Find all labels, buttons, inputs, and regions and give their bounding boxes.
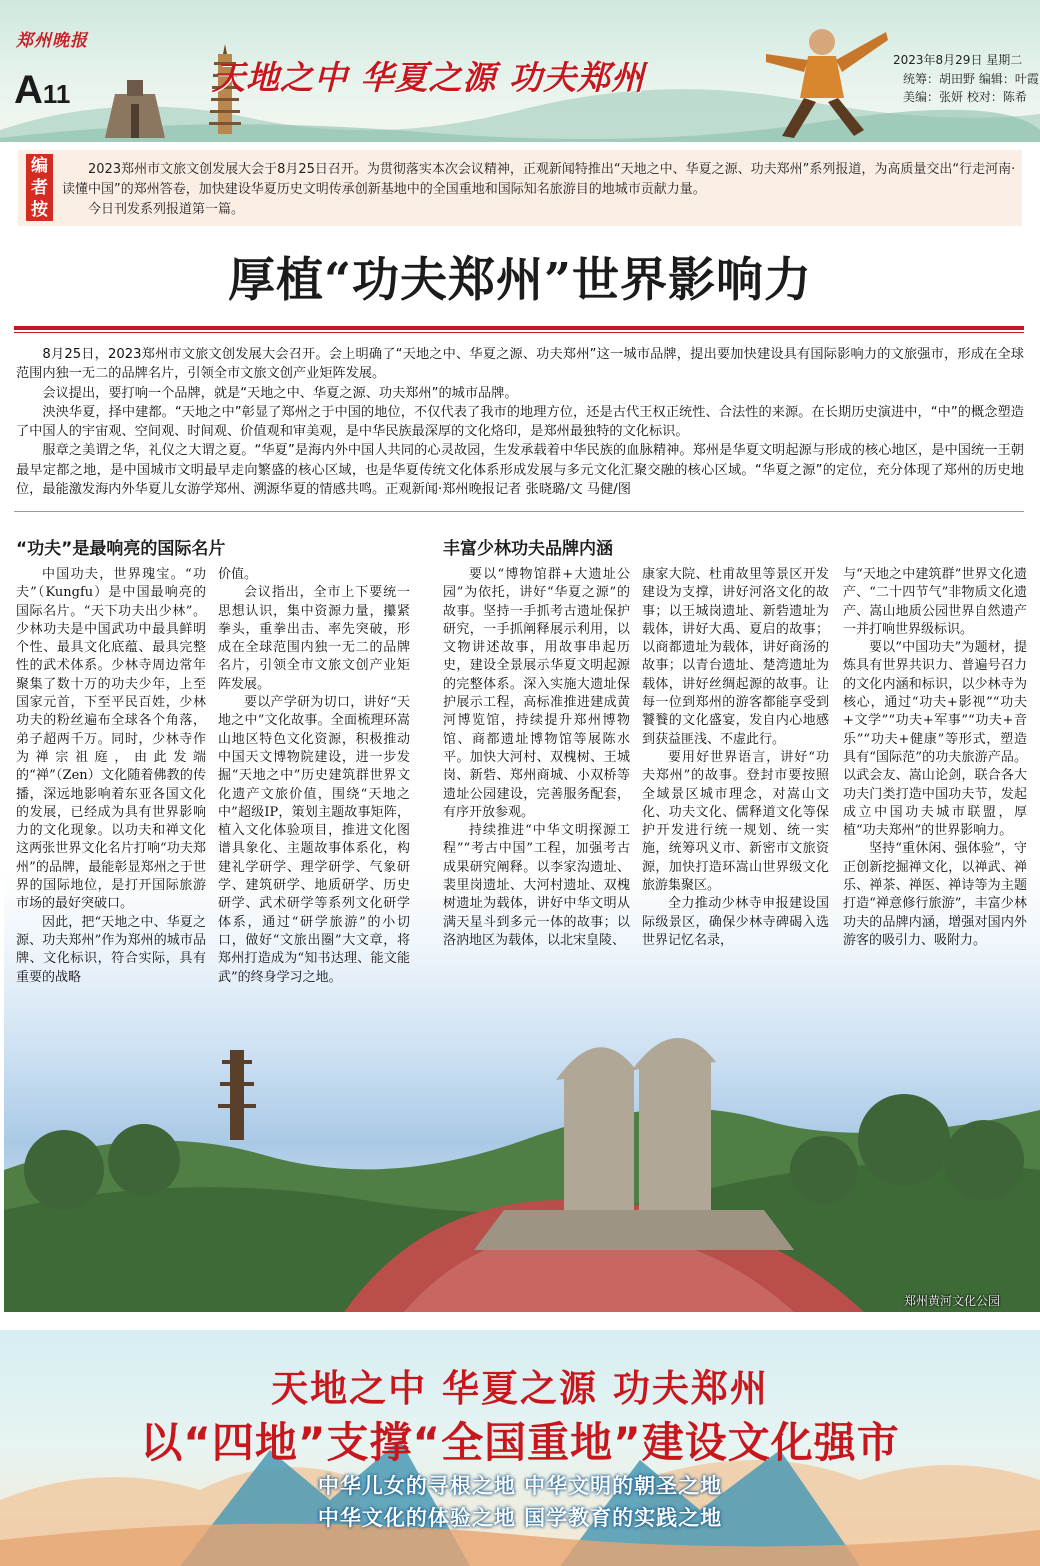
- editor-note-text: [62, 160, 1017, 220]
- lead-paragraph: 服章之美谓之华，礼仪之大谓之夏。“华夏”是海内外中国人共同的心灵故园，生发承载着中华民族的血脉精神。郑州是华夏文明起源与形成的核心地区，是中国统一王朝最早定都之地，是中国城市文明最早走向繁盛的核心区域，也是华夏传统文化体系形成发展与多元文化汇聚交融的核心区域。“华夏之源”的定位，充分体现了郑州的历史地位，最能激发海内外华夏儿女游学郑州、溯源华夏的情感共鸣。正观新闻·郑州晚报记者 张晓璐/文 马健/图: [16, 443, 1024, 498]
- headline-rule-thin: [14, 332, 1024, 333]
- body-paragraph: 与“天地之中建筑群”世界文化遗产、“二十四节气”非物质文化遗产、嵩山地质公园世界自然遗产一并打响世界级标识。: [843, 567, 1027, 637]
- body-paragraph: 会议指出，全市上下要统一思想认识，集中资源力量，攥紧拳头，重拳出击、率先突破，形成在全球范围内独一无二的品牌名片，引领全市文旅文创产业矩阵发展。: [218, 585, 410, 692]
- body-paragraph: 全力推动少林寺申报建设国际级景区，确保少林寺碑碣入选世界记忆名录，: [642, 896, 829, 948]
- body-paragraph: 中国功夫，世界瑰宝。“功夫”（Kungfu）是中国最响亮的国际名片。“天下功夫出少林”。少林功夫是中国武功中最具鲜明个性、最具文化底蕴、最具完整性的武术体系。少林寺周边常年聚集了数十万的功夫少年，上至国家元首，下至平民百姓，少林功夫的粉丝遍布全球各个角落，弟子超两千万。同时，少林寺作为禅宗祖庭，由此发端的“禅”（Zen）文化随着佛教的传播，深远地影响着东亚各国文化的发展，已经成为具有世界影响力的文化现象。以功夫和禅文化这两张世界文化名片打响“功夫郑州”的品牌，最能彰显郑州之于世界的国际地位，是打开国际旅游市场的最好突破口。: [16, 567, 206, 912]
- body-paragraph: 因此，把“天地之中、华夏之源、功夫郑州”作为郑州的城市品牌、文化标识，符合实际，具有重要的战略: [16, 914, 206, 985]
- article-column-4: [642, 566, 829, 950]
- body-paragraph: 持续推进“中华文明探源工程”“考古中国”工程，加强考古成果研究阐释。以李家沟遗址、裴里岗遗址、大河村遗址、双槐树遗址为载体，讲好中华文明从满天星斗到多元一体的故事；以洛汭地区为载体，以北宋皇陵、: [443, 823, 630, 948]
- header-slogan: 天地之中 华夏之源 功夫郑州: [212, 58, 645, 97]
- article-column-3: [443, 566, 630, 950]
- article-column-1: [16, 566, 206, 987]
- bottom-headline: 以“四地”支撑“全国重地”建设文化强市: [140, 1418, 900, 1467]
- body-paragraph: 康家大院、杜甫故里等景区开发建设为支撑，讲好河洛文化的故事；以王城岗遗址、新砦遗址为载体，讲好大禹、夏启的故事；以商都遗址为载体，讲好商汤的故事；以青台遗址、楚湾遗址为载体，讲好丝绸起源的故事。让每一位到郑州的游客都能享受到饕餮的文化盛宴，发自内心地感到获益匪浅、不虚此行。: [642, 567, 829, 747]
- body-paragraph: 要用好世界语言，讲好“功夫郑州”的故事。登封市要按照全域景区城市理念，对嵩山文化、功夫文化、儒释道文化等保护开发进行统一规划、统一实施，统筹巩义市、新密市文旅资源，加快打造环嵩山世界级文化旅游集聚区。: [642, 749, 829, 894]
- page-number: A11: [14, 68, 71, 112]
- editor-credit: 统筹：胡田野 编辑：叶霞: [903, 72, 1039, 86]
- editor-note-paragraph: 2023郑州市文旅文创发展大会于8月25日召开。为贯彻落实本次会议精神，正观新闻特推出“天地之中、华夏之源、功夫郑州”系列报道，为高质量交出“行走河南·读懂中国”的郑州答卷，加快建设华夏历史文明传承创新基地中的全国重地和国际知名旅游目的地城市贡献力量。: [62, 162, 1016, 197]
- article-column-2: [218, 566, 410, 987]
- bottom-subline-2: 中华文化的体验之地 国学教育的实践之地: [317, 1505, 723, 1530]
- section-title-shaolin-brand: 丰富少林功夫品牌内涵: [443, 539, 613, 559]
- photo-caption: 郑州黄河文化公园: [904, 1294, 1001, 1308]
- editor-note-tag-text: 编者按: [31, 156, 48, 220]
- designer-credit: 美编：张妍 校对：陈希: [903, 90, 1027, 104]
- lead-paragraph: 泱泱华夏，择中建都。“天地之中”彰显了郑州之于中国的地位，不仅代表了我市的地理方位，还是古代王权正统性、合法性的来源。在长期历史演进中，“中”的概念塑造了中国人的宇宙观、空间观、时间观、价值观和审美观，是中华民族最深厚的文化烙印，是郑州最独特的文化标识。: [16, 404, 1024, 440]
- body-paragraph: 要以“博物馆群+大遗址公园”为依托，讲好“华夏之源”的故事。坚持一手抓考古遗址保护研究，一手抓阐释展示利用，以文物讲述故事，用故事串起历史，建设全景展示华夏文明起源的完整体系。深入实施大遗址保护展示工程，高标准推进建成黄河博览馆，持续提升郑州博物馆、商都遗址博物馆等展陈水平。加快大河村、双槐树、王城岗、新砦、郑州商城、小双桥等遗址公园建设，完善服务配套，有序开放参观。: [443, 567, 630, 820]
- body-paragraph: 要以产学研为切口，讲好“天地之中”文化故事。全面梳理环嵩山地区特色文化资源，积极推动中国天文博物院建设，进一步发掘“天地之中”历史建筑群世界文化遗产文旅价值，围绕“天地之中”超级IP，策划主题故事矩阵，植入文化体验项目，推进文化图谱具象化、主题故事体系化，构建礼学研学、理学研学、气象研学、建筑研学、地质研学、历史研学、武术研学等系列文化研学体系，通过“研学旅游”的小切口，做好“文旅出圈”大文章，将郑州打造成为“知书达理、能文能武”的终身学习之地。: [218, 695, 410, 985]
- section-title-kungfu-card: “功夫”是最响亮的国际名片: [16, 539, 226, 559]
- headline-rule: [14, 326, 1024, 330]
- newspaper-name: 郑州晚报: [16, 31, 88, 51]
- body-paragraph: 坚持“重休闲、强体验”，守正创新挖掘禅文化，以禅武、禅乐、禅茶、禅医、禅诗等为主题打造“禅意修行旅游”，丰富少林功夫的品牌内涵，增强对国内外游客的吸引力、吸附力。: [843, 841, 1027, 948]
- article-headline: 厚植“功夫郑州”世界影响力: [227, 253, 813, 308]
- kungfu-figure-icon: [752, 2, 892, 140]
- lead-paragraph: 会议提出，要打响一个品牌，就是“天地之中、华夏之源、功夫郑州”的城市品牌。: [42, 385, 518, 401]
- article-lead: [16, 345, 1024, 499]
- editor-note-tag: [26, 154, 53, 221]
- article-column-5: [843, 566, 1027, 950]
- bottom-slogan: 天地之中 华夏之源 功夫郑州: [271, 1366, 769, 1410]
- body-paragraph: 价值。: [218, 567, 258, 582]
- editor-note-paragraph: 今日刊发系列报道第一篇。: [88, 202, 245, 217]
- body-paragraph: 要以“中国功夫”为题材，提炼具有世界共识力、普遍号召力的文化内涵和标识，以少林寺为核心，通过“功夫+影视”“功夫+文学”“功夫+军事”“功夫+音乐”“功夫+健康”等形式，塑造具有“国际范”的功夫旅游产品。以武会友、嵩山论剑，联合各大功夫门类打造中国功夫节，发起成立中国功夫城市联盟，厚植“功夫郑州”的世界影响力。: [843, 640, 1027, 839]
- lead-divider: [14, 511, 1024, 512]
- issue-date: 2023年8月29日 星期二: [893, 53, 1023, 67]
- bottom-subline-1: 中华儿女的寻根之地 中华文明的朝圣之地: [317, 1473, 723, 1498]
- observatory-icon: [95, 80, 175, 138]
- lead-paragraph: 8月25日，2023郑州市文旅文创发展大会召开。会上明确了“天地之中、华夏之源、功夫郑州”这一城市品牌，提出要加快建设具有国际影响力的文旅强市，形成在全球范围内独一无二的品牌名片，引领全市文旅文创产业矩阵发展。: [16, 347, 1024, 382]
